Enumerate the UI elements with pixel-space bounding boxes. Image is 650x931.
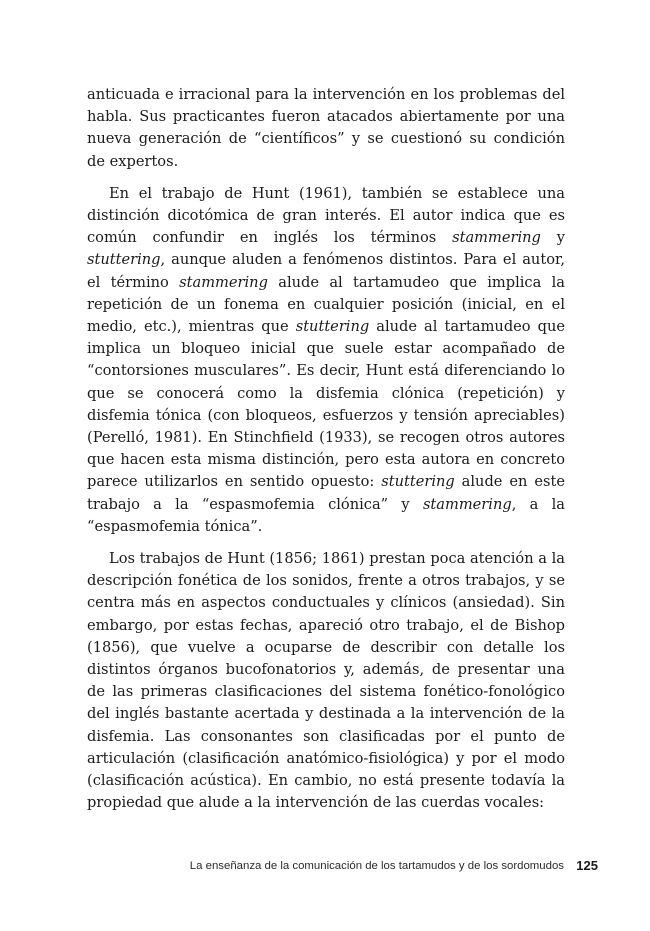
- italic-term: stammering: [179, 273, 268, 291]
- running-title: La enseñanza de la comunicación de los tartamudos y de los sordomudos: [189, 860, 564, 872]
- italic-term: stammering: [452, 229, 541, 247]
- italic-term: stuttering: [87, 251, 161, 269]
- page-number: 125: [576, 858, 598, 873]
- italic-term: stammering: [422, 495, 512, 513]
- paragraph-1: [87, 84, 565, 173]
- paragraph-3: [87, 548, 565, 814]
- paragraph-2: [87, 183, 565, 538]
- italic-term: stuttering: [295, 318, 370, 336]
- text-run: alude al tartamudeo que implica la repetición de un fonema en cualquier posición (inicial, en el medio, etc.), mientras que: [87, 273, 565, 336]
- text-run: Los trabajos de Hunt (1856; 1861) prestan poca atención a la descripción fonética de los sonidos, frente a otros trabajos, y se centra más en aspectos conductuales y clínicos (ansiedad). Sin embargo, por estas fechas, apareció otro trabajo, el de Bishop (1856), que vuelve a ocuparse de describir con detalle los distintos órganos bucofonatorios y, además, de presentar una de las primeras clasificaciones del sistema fonético-fonológico del inglés bastante acertada y destinada a la intervención de la disfemia. Las consonantes son clasificadas por el punto de articulación (clasificación anatómico-fisiológica) y por el modo (clasificación acústica). En cambio, no está presente todavía la propiedad que alude a la intervención de las cuerdas vocales:: [87, 550, 565, 812]
- text-run: alude en este trabajo a la “espasmofemia clónica” y: [87, 473, 565, 513]
- text-run: alude al tartamudeo que implica un bloqueo inicial que suele estar acompañado de “contorsiones musculares”. Es decir, Hunt está diferenciando lo que se conocerá como la disfemia clónica (repetición) y disfemia tónica (con bloqueos, esfuerzos y tensión apreciables) (Perelló, 1981). En Stinchfield (1933), se recogen otros autores que hacen esta misma distinción, pero esta autora en concreto parece utilizarlos en sentido opuesto:: [87, 318, 566, 491]
- text-run: , aunque aluden a fenómenos distintos. Para el autor, el término: [87, 251, 565, 291]
- text-run: anticuada e irracional para la intervención en los problemas del habla. Sus practicantes fueron atacados abiertamente por una nueva generación de “científicos” y se cuestionó su condición de expertos.: [87, 86, 565, 170]
- text-run: y: [540, 229, 565, 247]
- text-run: , a la “espasmofemia tónica”.: [87, 495, 565, 535]
- text-run: En el trabajo de Hunt (1961), también se establece una distinción dicotómica de gran interés. El autor indica que es común confundir en inglés los términos: [87, 184, 565, 247]
- italic-term: stuttering: [381, 473, 455, 491]
- body-text: [87, 84, 565, 815]
- page-footer: [0, 858, 650, 882]
